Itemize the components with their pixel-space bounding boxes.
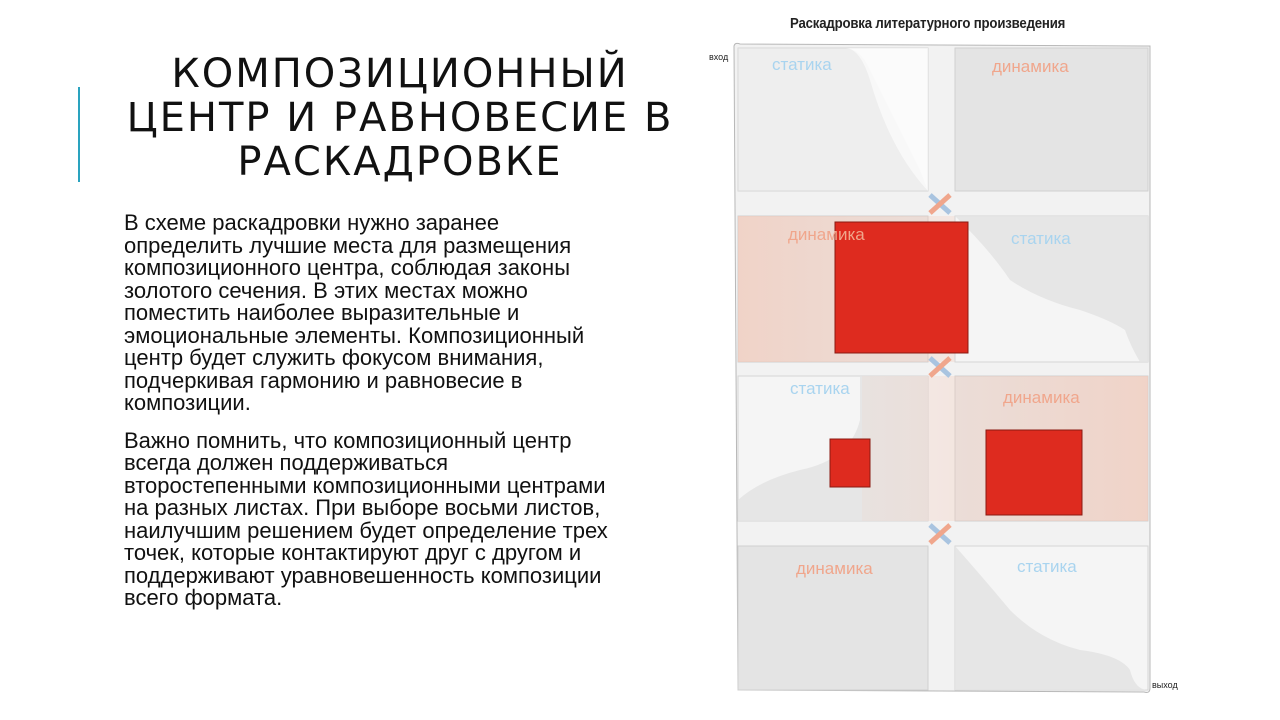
panel-label-3: динамика	[788, 225, 865, 244]
focus-square-secondary-left	[830, 439, 870, 487]
panel-label-6: динамика	[1003, 388, 1080, 407]
diagram-title: Раскадровка литературного произведения	[790, 15, 1066, 32]
paragraph-2: Важно помнить, что композиционный центр всегда должен поддерживаться второстепенными композиционными центрами на разных листах. При выборе восьми листов, наилучшим решением будет определение трех точек, которые контактируют друг с другом и поддерживают уравновешенность композиции всего формата.	[124, 427, 608, 610]
slide-title: КОМПОЗИЦИОННЫЙ ЦЕНТР И РАВНОВЕСИЕ В РАСКАДРОВКЕ	[126, 51, 674, 185]
panel-label-5: статика	[790, 379, 850, 398]
focus-square-secondary-right	[986, 430, 1082, 515]
panel-1	[738, 48, 928, 191]
panel-label-8: статика	[1017, 557, 1077, 576]
panel-label-7: динамика	[796, 559, 873, 578]
exit-label: выход	[1152, 680, 1178, 690]
panel-label-2: динамика	[992, 57, 1069, 76]
panel-label-1: статика	[772, 55, 832, 74]
entry-label: вход	[709, 52, 729, 62]
panel-label-4: статика	[1011, 229, 1071, 248]
paragraph-1: В схеме раскадровки нужно заранее определить лучшие места для размещения композиционного центра, соблюдая законы золотого сечения. В этих местах можно поместить наиболее выразительные и эмоциональные элементы. Композиционный центр будет служить фокусом внимания, подчеркивая гармонию и равновесие в композиции.	[124, 210, 585, 415]
